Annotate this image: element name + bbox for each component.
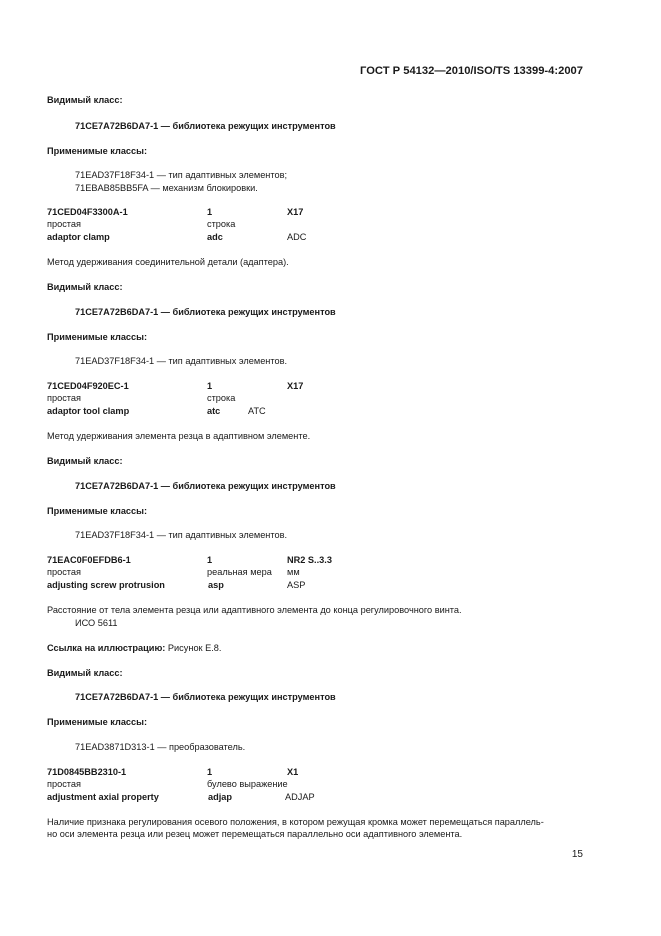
spec-row-kind	[47, 393, 367, 406]
visible-class-label: Видимый класс:	[47, 95, 123, 105]
property-kind: простая	[47, 567, 81, 577]
property-kind: простая	[47, 779, 81, 789]
applicable-class-item: 71EBAB85BB5FA — механизм блокировки.	[75, 183, 258, 193]
property-count: 1	[207, 767, 213, 777]
property-code: ASP	[287, 580, 306, 590]
document-header: ГОСТ Р 54132—2010/ISO/TS 13399-4:2007	[360, 65, 583, 77]
property-code: ATC	[248, 406, 266, 416]
page-number: 15	[571, 849, 583, 860]
figure-reference-value: Рисунок Е.8.	[167, 643, 222, 653]
property-symbol: atc	[207, 406, 221, 416]
property-id: 71CED04F920EC-1	[47, 381, 129, 391]
visible-class-value: 71CE7A72B6DA7-1 — библиотека режущих инструментов	[75, 481, 336, 491]
property-name: adaptor tool clamp	[47, 406, 130, 416]
applicable-classes-label: Применимые классы:	[47, 717, 148, 727]
property-id: 71EAC0F0EFDB6-1	[47, 555, 131, 565]
applicable-classes-label: Применимые классы:	[47, 146, 148, 156]
spec-row-name	[47, 406, 367, 419]
figure-reference-label: Ссылка на иллюстрацию:	[47, 643, 166, 653]
property-symbol: adjap	[208, 792, 232, 802]
applicable-classes-label: Применимые классы:	[47, 506, 148, 516]
property-spec-table	[47, 555, 367, 595]
property-name: adjusting screw protrusion	[47, 580, 165, 590]
property-symbol: asp	[208, 580, 224, 590]
property-format: NR2 S..3.3	[287, 555, 332, 565]
applicable-class-item: 71EAD37F18F34-1 — тип адаптивных элементов.	[75, 356, 288, 366]
spec-row-kind	[47, 567, 367, 580]
visible-class-value: 71CE7A72B6DA7-1 — библиотека режущих инструментов	[75, 307, 336, 317]
figure-reference	[47, 643, 221, 655]
property-format: X17	[287, 207, 304, 217]
property-unit: мм	[287, 567, 300, 577]
property-id: 71CED04F3300A-1	[47, 207, 128, 217]
property-spec-table	[47, 381, 367, 421]
property-description-line: но оси элемента резца или резец может перемещаться параллельно оси адаптивного элемента.	[47, 829, 463, 839]
spec-row-kind	[47, 779, 367, 792]
property-description-line: Наличие признака регулирования осевого положения, в котором режущая кромка может перемещаться параллель-	[47, 817, 544, 827]
property-code: ADJAP	[285, 792, 315, 802]
property-spec-table	[47, 207, 367, 247]
spec-row-name	[47, 580, 367, 593]
property-spec-table	[47, 767, 367, 807]
spec-row-name	[47, 232, 367, 245]
property-code: ADC	[287, 232, 307, 242]
applicable-class-item: 71EAD3871D313-1 — преобразователь.	[75, 742, 246, 752]
property-datatype: реальная мера	[207, 567, 272, 577]
property-datatype: строка	[207, 219, 236, 229]
property-symbol: adc	[207, 232, 223, 242]
property-id: 71D0845BB2310-1	[47, 767, 127, 777]
spec-row-kind	[47, 219, 367, 232]
property-count: 1	[207, 555, 213, 565]
visible-class-label: Видимый класс:	[47, 282, 123, 292]
applicable-class-item: 71EAD37F18F34-1 — тип адаптивных элементов.	[75, 530, 288, 540]
property-count: 1	[207, 207, 213, 217]
property-description: Метод удерживания элемента резца в адаптивном элементе.	[47, 431, 311, 441]
property-count: 1	[207, 381, 213, 391]
visible-class-value: 71CE7A72B6DA7-1 — библиотека режущих инструментов	[75, 692, 336, 702]
spec-row-name	[47, 792, 367, 805]
property-format: X1	[287, 767, 299, 777]
visible-class-value: 71CE7A72B6DA7-1 — библиотека режущих инструментов	[75, 121, 336, 131]
reference-standard: ИСО 5611	[75, 618, 118, 628]
property-format: X17	[287, 381, 304, 391]
applicable-class-item: 71EAD37F18F34-1 — тип адаптивных элементов;	[75, 170, 288, 180]
visible-class-label: Видимый класс:	[47, 456, 123, 466]
applicable-classes-label: Применимые классы:	[47, 332, 148, 342]
property-kind: простая	[47, 219, 81, 229]
property-kind: простая	[47, 393, 81, 403]
property-description: Расстояние от тела элемента резца или адаптивного элемента до конца регулировочного винта.	[47, 605, 462, 615]
visible-class-label: Видимый класс:	[47, 668, 123, 678]
property-datatype: строка	[207, 393, 236, 403]
property-name: adaptor clamp	[47, 232, 110, 242]
property-datatype: булево выражение	[207, 779, 288, 789]
property-description: Метод удерживания соединительной детали (адаптера).	[47, 257, 289, 267]
property-name: adjustment axial property	[47, 792, 159, 802]
